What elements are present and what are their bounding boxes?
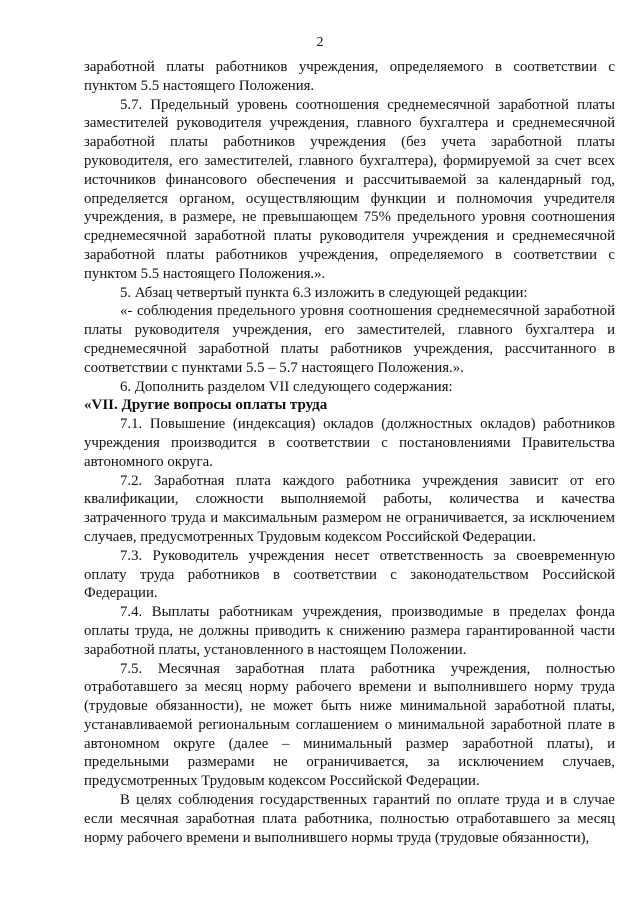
paragraph-amendment-6: 6. Дополнить разделом VII следующего содержания: xyxy=(120,378,453,395)
paragraph-5-7: 5.7. Предельный уровень соотношения среднемесячной заработной платы заместителей руководителя учреждения, главного бухгалтера и среднемесячной заработной платы работников учреждения (без учета заработной платы руководителя, его заместителей, главного бухгалтера), формируемой за счет всех источников финансового обеспечения и рассчитываемой за календарный год, определяется органом, осуществляющим функции и полномочия учредителя учреждения, в размере, не превышающем 75% предельного уровня соотношения среднемесячной заработной платы руководителя учреждения и среднемесячной заработной платы работников учреждения, определяемого в соответствии с пунктом 5.5 настоящего Положения.». xyxy=(84,96,615,282)
paragraph-amendment-5: 5. Абзац четвертый пункта 6.3 изложить в следующей редакции: xyxy=(120,284,528,301)
paragraph-7-1: 7.1. Повышение (индексация) окладов (должностных окладов) работников учреждения производится в соответствии с постановлениями Правительства автономного округа. xyxy=(84,416,615,470)
paragraph-continuation: заработной платы работников учреждения, определяемого в соответствии с пунктом 5.5 настоящего Положения. xyxy=(84,59,615,94)
paragraph-guarantees: В целях соблюдения государственных гарантий по оплате труда и в случае если месячная заработная плата работника, полностью отработавшего за месяц норму рабочего времени и выполнившего нормы труда (трудовые обязанности), xyxy=(84,792,615,846)
paragraph-quoted-clause: «- соблюдения предельного уровня соотношения среднемесячной заработной платы руководителя учреждения, его заместителей, главного бухгалтера и среднемесячной заработной платы работников учреждения, рассчитанного в соответствии с пунктами 5.5 – 5.7 настоящего Положения.». xyxy=(84,303,615,376)
paragraph-7-3: 7.3. Руководитель учреждения несет ответственность за своевременную оплату труда работников в соответствии с законодательством Российской Федерации. xyxy=(84,547,615,602)
paragraph-7-2: 7.2. Заработная плата каждого работника учреждения зависит от его квалификации, сложности выполняемой работы, количества и качества затраченного труда и максимальным размером не ограничивается, за исключением случаев, предусмотренных Трудовым кодексом Российской Федерации. xyxy=(84,472,615,545)
document-body xyxy=(84,58,615,847)
page-number: 2 xyxy=(316,35,324,50)
paragraph-7-4: 7.4. Выплаты работникам учреждения, производимые в пределах фонда оплаты труда, не должны приводить к снижению размера гарантированной части заработной платы, установленного в настоящем Положении. xyxy=(84,604,615,658)
paragraph-7-5: 7.5. Месячная заработная плата работника учреждения, полностью отработавшего за месяц норму рабочего времени и выполнившего норму труда (трудовые обязанности), не может быть ниже минимальной заработной платы, устанавливаемой региональным соглашением о минимальной заработной плате в автономном округе (далее – минимальный размер заработной платы), и предельными размерами не ограничивается, за исключением случаев, предусмотренных Трудовым кодексом Российской Федерации. xyxy=(84,660,615,790)
section-heading: «VII. Другие вопросы оплаты труда xyxy=(84,397,328,414)
